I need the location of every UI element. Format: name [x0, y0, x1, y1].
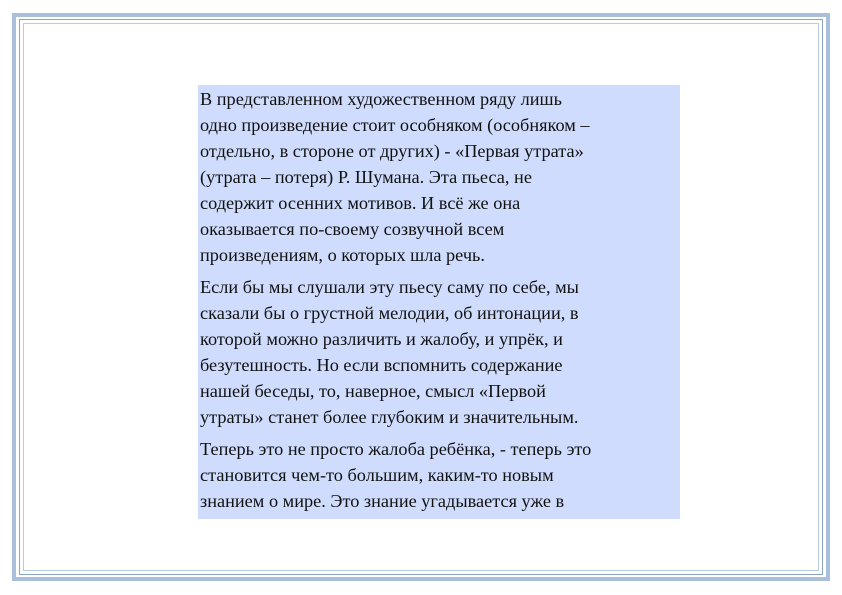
- text-line: знанием о мире. Это знание угадывается уже в: [200, 491, 565, 511]
- text-line: одно произведение стоит особняком (особняком –: [200, 115, 590, 135]
- text-line: утраты» станет более глубоким и значительным.: [200, 407, 579, 427]
- text-line: (утрата – потеря) Р. Шумана. Эта пьеса, не: [200, 167, 532, 187]
- text-block: [198, 85, 680, 519]
- text-line: которой можно различить и жалобу, и упрёк, и: [200, 329, 563, 349]
- text-line: произведениям, о которых шла речь.: [200, 245, 485, 265]
- text-line: безутешность. Но если вспомнить содержание: [200, 355, 563, 375]
- text-line: Если бы мы слушали эту пьесу саму по себе, мы: [200, 277, 579, 297]
- paragraph-3: [200, 436, 678, 514]
- text-line: становится чем-то большим, каким-то новым: [200, 465, 554, 485]
- text-line: отдельно, в стороне от других) - «Первая утрата»: [200, 141, 584, 161]
- text-line: содержит осенних мотивов. И всё же она: [200, 193, 521, 213]
- text-line: нашей беседы, то, наверное, смысл «Первой: [200, 381, 546, 401]
- text-line: В представленном художественном ряду лишь: [200, 89, 562, 109]
- text-line: сказали бы о грустной мелодии, об интонации, в: [200, 303, 579, 323]
- text-line: Теперь это не просто жалоба ребёнка, - теперь это: [200, 439, 592, 459]
- paragraph-2: [200, 274, 678, 430]
- text-line: оказывается по-своему созвучной всем: [200, 219, 505, 239]
- paragraph-1: [200, 86, 678, 268]
